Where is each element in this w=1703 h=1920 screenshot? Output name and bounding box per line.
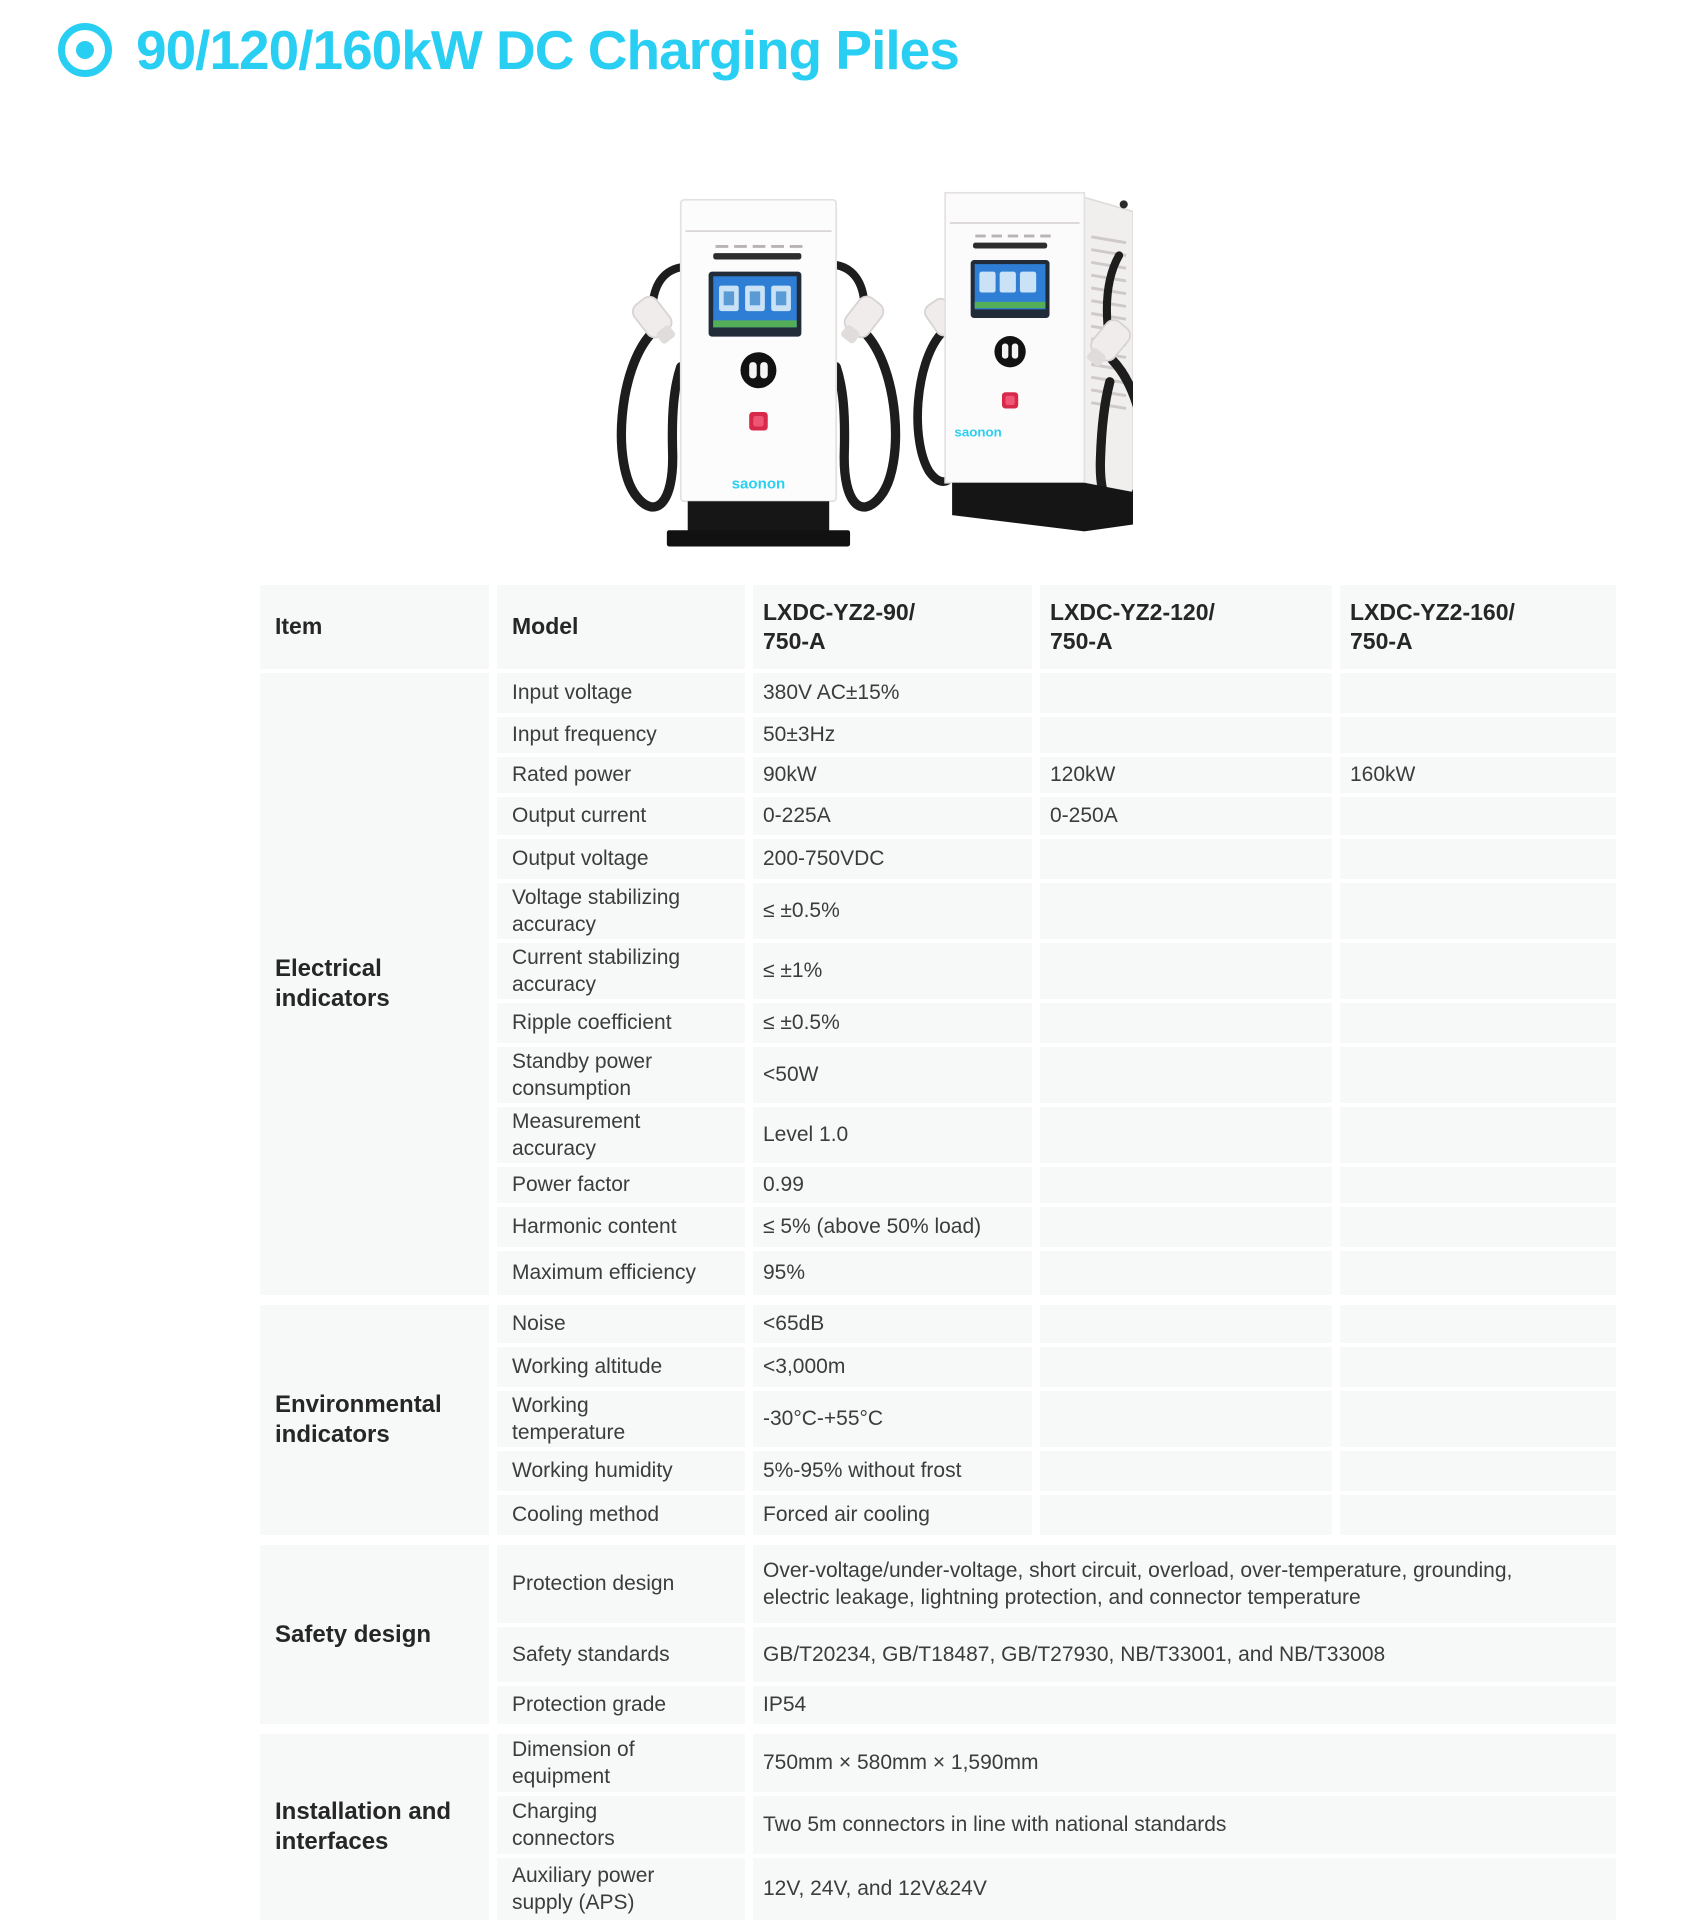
base-mat [667, 530, 850, 546]
spec-value: Two 5m connectors in line with national standards [753, 1796, 1616, 1854]
spec-value [1340, 883, 1616, 939]
spec-value [1340, 1251, 1616, 1295]
section-environmental-indicators [260, 1305, 1616, 1535]
spec-value [1040, 883, 1332, 939]
spec-value [1040, 1003, 1332, 1043]
charging-piles-illustration [588, 150, 1133, 580]
page-title: 90/120/160kW DC Charging Piles [136, 19, 959, 81]
spec-value: 120kW [1040, 757, 1332, 793]
spec-label: Protection grade [497, 1686, 745, 1724]
spec-label: Dimension of equipment [497, 1734, 745, 1792]
brand-logo-text: saonon [954, 424, 1002, 440]
spec-label: Maximum efficiency [497, 1251, 745, 1295]
brand-logo-text: saonon [731, 475, 786, 493]
spec-value: ≤ ±0.5% [753, 883, 1032, 939]
spec-value: Level 1.0 [753, 1107, 1032, 1163]
spec-value: 50±3Hz [753, 717, 1032, 753]
spec-value [1340, 673, 1616, 713]
spec-value [1040, 1347, 1332, 1387]
spec-label: Cooling method [497, 1495, 745, 1535]
socket-panel [994, 336, 1025, 367]
spec-value: 0-250A [1040, 797, 1332, 835]
spec-label: Measurement accuracy [497, 1107, 745, 1163]
spec-value [1340, 1207, 1616, 1247]
spec-value [1340, 717, 1616, 753]
spec-label: Rated power [497, 757, 745, 793]
spec-value [1340, 1047, 1616, 1103]
spec-value [1340, 1305, 1616, 1343]
spec-value [1040, 839, 1332, 879]
section-electrical-indicators [260, 673, 1616, 1295]
spec-value: GB/T20234, GB/T18487, GB/T27930, NB/T33001, and NB/T33008 [753, 1627, 1616, 1682]
section-label: Safety design [260, 1545, 489, 1724]
spec-value [1340, 839, 1616, 879]
spec-value [1340, 1107, 1616, 1163]
spec-label: Ripple coefficient [497, 1003, 745, 1043]
spec-value: <50W [753, 1047, 1032, 1103]
spec-value [1340, 1451, 1616, 1491]
card-swipe-bar [973, 243, 1047, 249]
pedestal-base [952, 483, 1133, 532]
spec-label: Charging connectors [497, 1796, 745, 1854]
spec-value [1340, 943, 1616, 999]
page-header [58, 20, 959, 81]
touch-screen [709, 272, 802, 337]
emergency-stop-button [1002, 392, 1018, 408]
spec-table [260, 585, 1616, 1920]
col-header-model: Model [497, 585, 745, 669]
spec-value [1040, 1207, 1332, 1247]
touch-screen [971, 260, 1050, 318]
section-label: Installation and interfaces [260, 1734, 489, 1920]
section-installation-interfaces [260, 1734, 1616, 1920]
spec-value: ≤ ±0.5% [753, 1003, 1032, 1043]
col-header-model-160: LXDC-YZ2-160/ 750-A [1340, 585, 1616, 669]
socket-panel [740, 352, 776, 388]
spec-value [1340, 1167, 1616, 1203]
spec-label: Output voltage [497, 839, 745, 879]
section-bullet-icon [58, 23, 112, 77]
spec-value: IP54 [753, 1686, 1616, 1724]
spec-label: Standby power consumption [497, 1047, 745, 1103]
spec-label: Working altitude [497, 1347, 745, 1387]
pedestal-base [688, 501, 829, 531]
spec-value: 750mm × 580mm × 1,590mm [753, 1734, 1616, 1792]
spec-label: Safety standards [497, 1627, 745, 1682]
spec-value: ≤ ±1% [753, 943, 1032, 999]
col-header-model-120: LXDC-YZ2-120/ 750-A [1040, 585, 1332, 669]
charging-cable [836, 332, 895, 507]
spec-value [1040, 1391, 1332, 1447]
spec-value: 12V, 24V, and 12V&24V [753, 1858, 1616, 1920]
spec-value [1040, 1047, 1332, 1103]
spec-value [1040, 1305, 1332, 1343]
spec-label: Voltage stabilizing accuracy [497, 883, 745, 939]
spec-value [1040, 673, 1332, 713]
spec-value: Forced air cooling [753, 1495, 1032, 1535]
spec-label: Protection design [497, 1545, 745, 1623]
spec-value: ≤ 5% (above 50% load) [753, 1207, 1032, 1247]
product-figure [588, 150, 1133, 580]
section-safety-design [260, 1545, 1616, 1724]
spec-table-header [260, 585, 1616, 669]
connector-gun [835, 293, 887, 349]
col-header-model-90: LXDC-YZ2-90/ 750-A [753, 585, 1032, 669]
spec-value [1340, 1495, 1616, 1535]
emergency-stop-button [749, 412, 768, 431]
spec-value [1340, 1003, 1616, 1043]
section-label: Environmental indicators [260, 1305, 489, 1535]
spec-value: -30°C-+55°C [753, 1391, 1032, 1447]
spec-value: 200-750VDC [753, 839, 1032, 879]
spec-value [1040, 1167, 1332, 1203]
spec-value: 0-225A [753, 797, 1032, 835]
card-swipe-bar [713, 253, 801, 259]
spec-value [1040, 1107, 1332, 1163]
spec-label: Output current [497, 797, 745, 835]
spec-label: Input frequency [497, 717, 745, 753]
spec-value [1340, 1391, 1616, 1447]
spec-label: Input voltage [497, 673, 745, 713]
spec-value [1040, 943, 1332, 999]
spec-value: 160kW [1340, 757, 1616, 793]
spec-label: Noise [497, 1305, 745, 1343]
spec-value [1040, 717, 1332, 753]
spec-value [1040, 1451, 1332, 1491]
spec-label: Working humidity [497, 1451, 745, 1491]
spec-value: 95% [753, 1251, 1032, 1295]
section-label: Electrical indicators [260, 673, 489, 1295]
spec-label: Current stabilizing accuracy [497, 943, 745, 999]
spec-value: 0.99 [753, 1167, 1032, 1203]
spec-label: Harmonic content [497, 1207, 745, 1247]
spec-value: 5%-95% without frost [753, 1451, 1032, 1491]
spec-label: Power factor [497, 1167, 745, 1203]
connector-gun [629, 293, 681, 349]
spec-value: Over-voltage/under-voltage, short circuit, overload, over-temperature, grounding, electric leakage, lightning protection, and connector temperature [753, 1545, 1616, 1623]
spec-value [1340, 797, 1616, 835]
spec-value [1040, 1251, 1332, 1295]
spec-value: <65dB [753, 1305, 1032, 1343]
charging-pile-right [918, 193, 1133, 532]
charging-pile-left [621, 200, 895, 547]
charging-cable [621, 332, 680, 507]
col-header-item: Item [260, 585, 489, 669]
indicator-dot [1120, 200, 1128, 208]
spec-value: 380V AC±15% [753, 673, 1032, 713]
spec-value [1040, 1495, 1332, 1535]
spec-value: 90kW [753, 757, 1032, 793]
spec-value: <3,000m [753, 1347, 1032, 1387]
spec-label: Auxiliary power supply (APS) [497, 1858, 745, 1920]
spec-label: Working temperature [497, 1391, 745, 1447]
spec-value [1340, 1347, 1616, 1387]
